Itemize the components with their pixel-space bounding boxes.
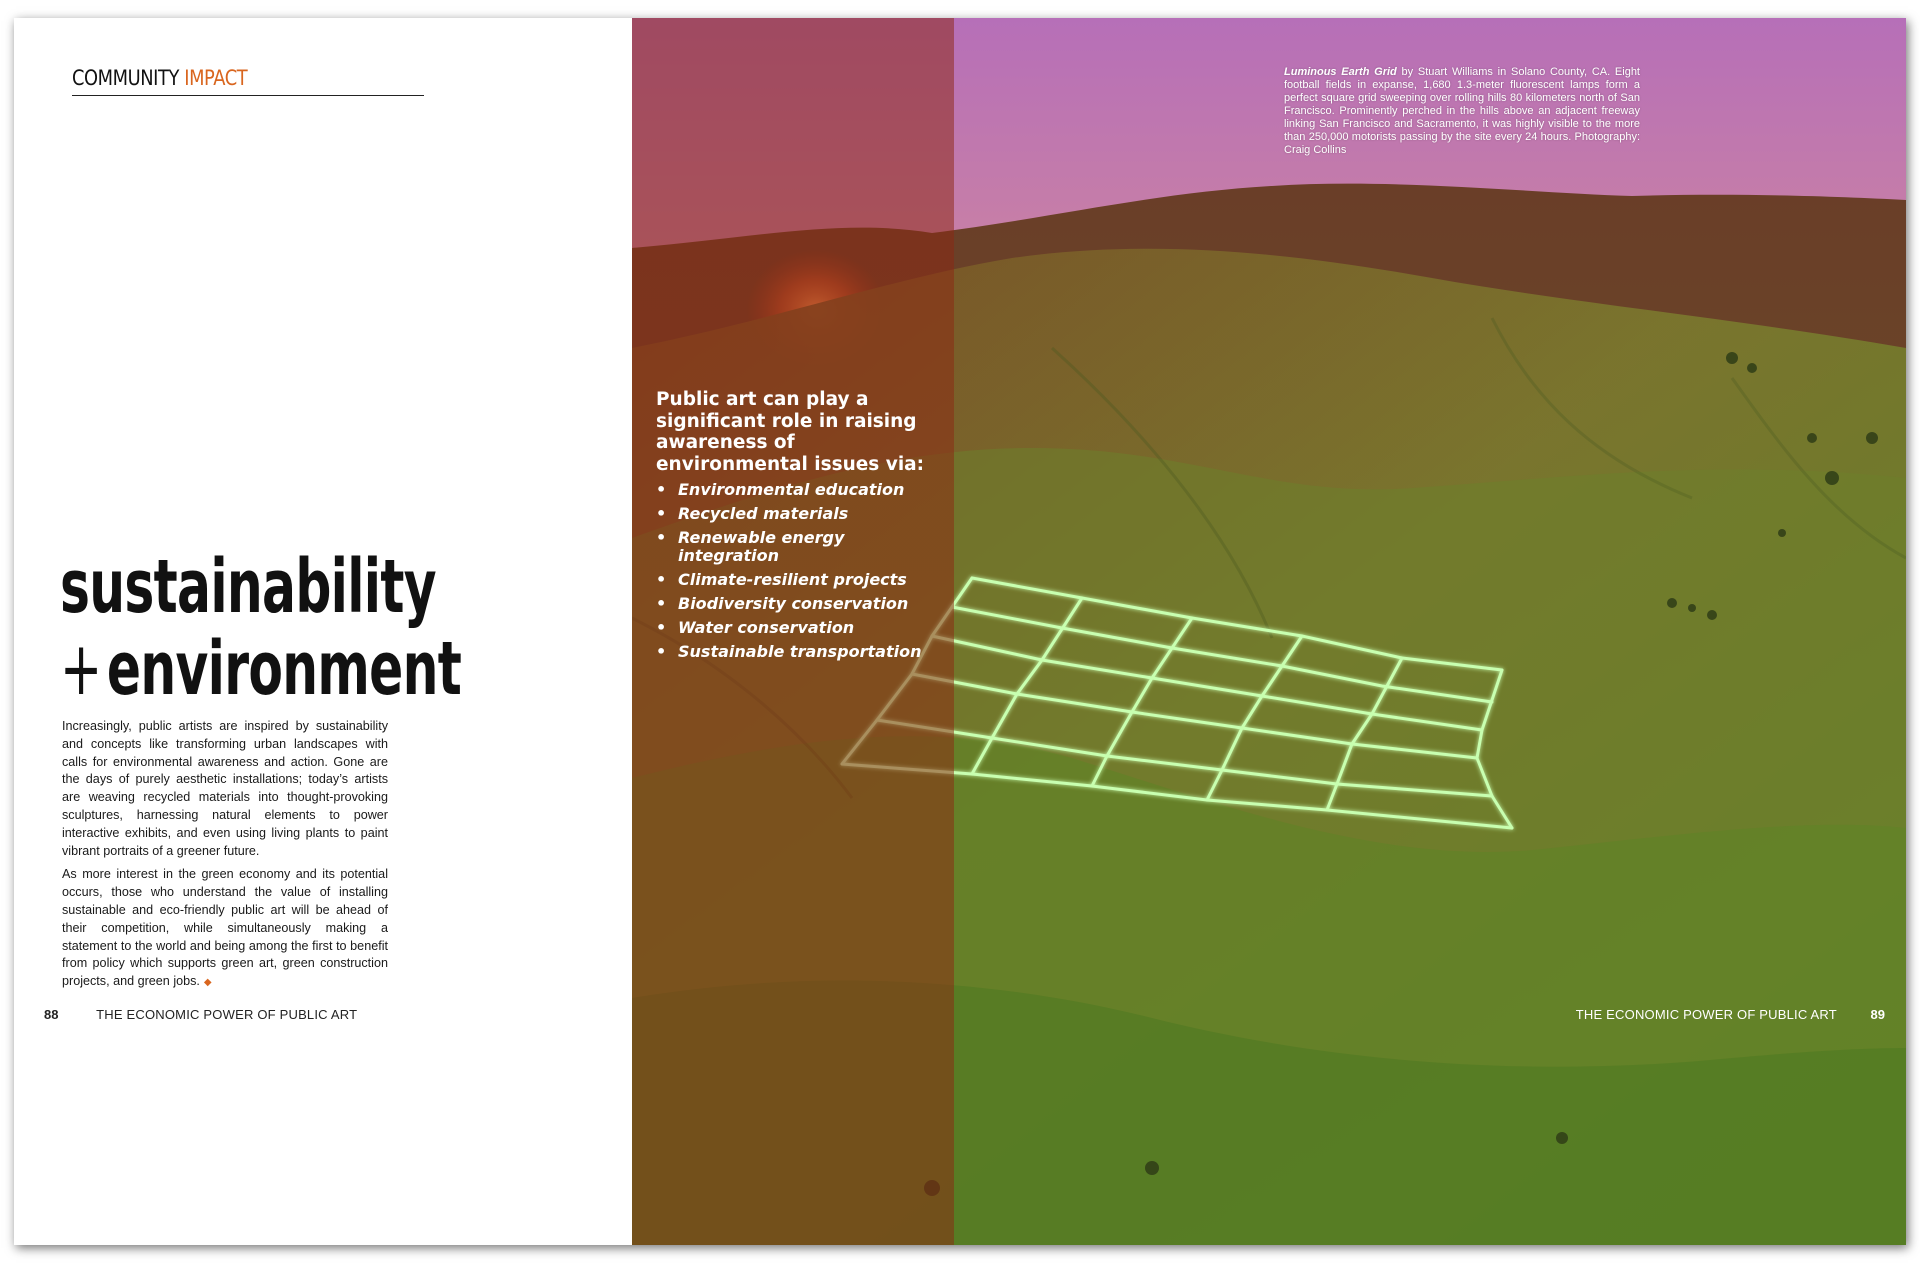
folio-left (44, 1007, 357, 1022)
article-headline (60, 544, 462, 712)
publication-title: THE ECONOMIC POWER OF PUBLIC ART (96, 1007, 358, 1022)
caption-text: by Stuart Williams in Solano County, CA. Eight football fields in expanse, 1,680 1.3-meter fluorescent lamps form a perfect square grid sweeping over rolling hills 80 kilometers north of San Francisco. Prominently perched in the hills above an adjacent freeway linking San Francisco and Sacramento, it was highly visible to the more than 250,000 motorists passing by the site every 24 hours. Photography: Craig Collins (1284, 66, 1640, 156)
headline-plus: + (60, 626, 102, 712)
section-label (72, 66, 247, 90)
left-page (14, 18, 632, 1245)
right-page (632, 18, 1906, 1245)
callout-list (656, 481, 946, 661)
section-label-primary: COMMUNITY (72, 66, 179, 90)
callout-list-item: • Environmental education (656, 481, 946, 499)
callout-list-item: • Biodiversity conservation (656, 595, 946, 613)
artwork-title: Luminous Earth Grid (1284, 66, 1397, 78)
body-paragraph: Increasingly, public artists are inspired by sustainability and concepts like transforming urban landscapes with calls for environmental awareness and action. Gone are the days of purely aesthetic installations; today’s artists are weaving recycled materials into thought-provoking sculptures, harnessing natural elements to power interactive exhibits, and even using living plants to paint vibrant portraits of a greener future. (62, 719, 388, 858)
callout-list-item: • Water conservation (656, 619, 946, 637)
callout-lead: Public art can play a significant role in raising awareness of environmental issues via: (656, 389, 925, 475)
callout-box (656, 389, 946, 667)
photo-caption (1284, 66, 1640, 157)
folio-right (1365, 1007, 1885, 1022)
callout-list-item: • Renewable energy integration (656, 529, 946, 565)
magazine-spread (14, 18, 1906, 1245)
section-divider (72, 95, 424, 96)
headline-line-1: sustainability (60, 544, 436, 630)
publication-title: THE ECONOMIC POWER OF PUBLIC ART (1575, 1007, 1837, 1022)
article-body (62, 718, 388, 998)
callout-list-item: • Sustainable transportation (656, 643, 946, 661)
section-label-accent: IMPACT (184, 66, 248, 90)
body-paragraph-text: As more interest in the green economy and its potential occurs, those who understand the value of installing sustainable and eco-friendly public art will be ahead of their competition, while simultaneously making a statement to the world and being among the first to benefit from policy which supports green art, green construction projects, and green jobs. (62, 867, 388, 989)
headline-line-2-text: environment (106, 626, 462, 712)
end-mark-icon: ◆ (203, 977, 212, 989)
callout-list-item: • Climate-resilient projects (656, 571, 946, 589)
page-number: 88 (44, 1007, 59, 1022)
callout-list-item: • Recycled materials (656, 505, 946, 523)
headline-line-2 (60, 626, 462, 712)
body-paragraph (62, 866, 388, 992)
page-number: 89 (1870, 1007, 1885, 1022)
